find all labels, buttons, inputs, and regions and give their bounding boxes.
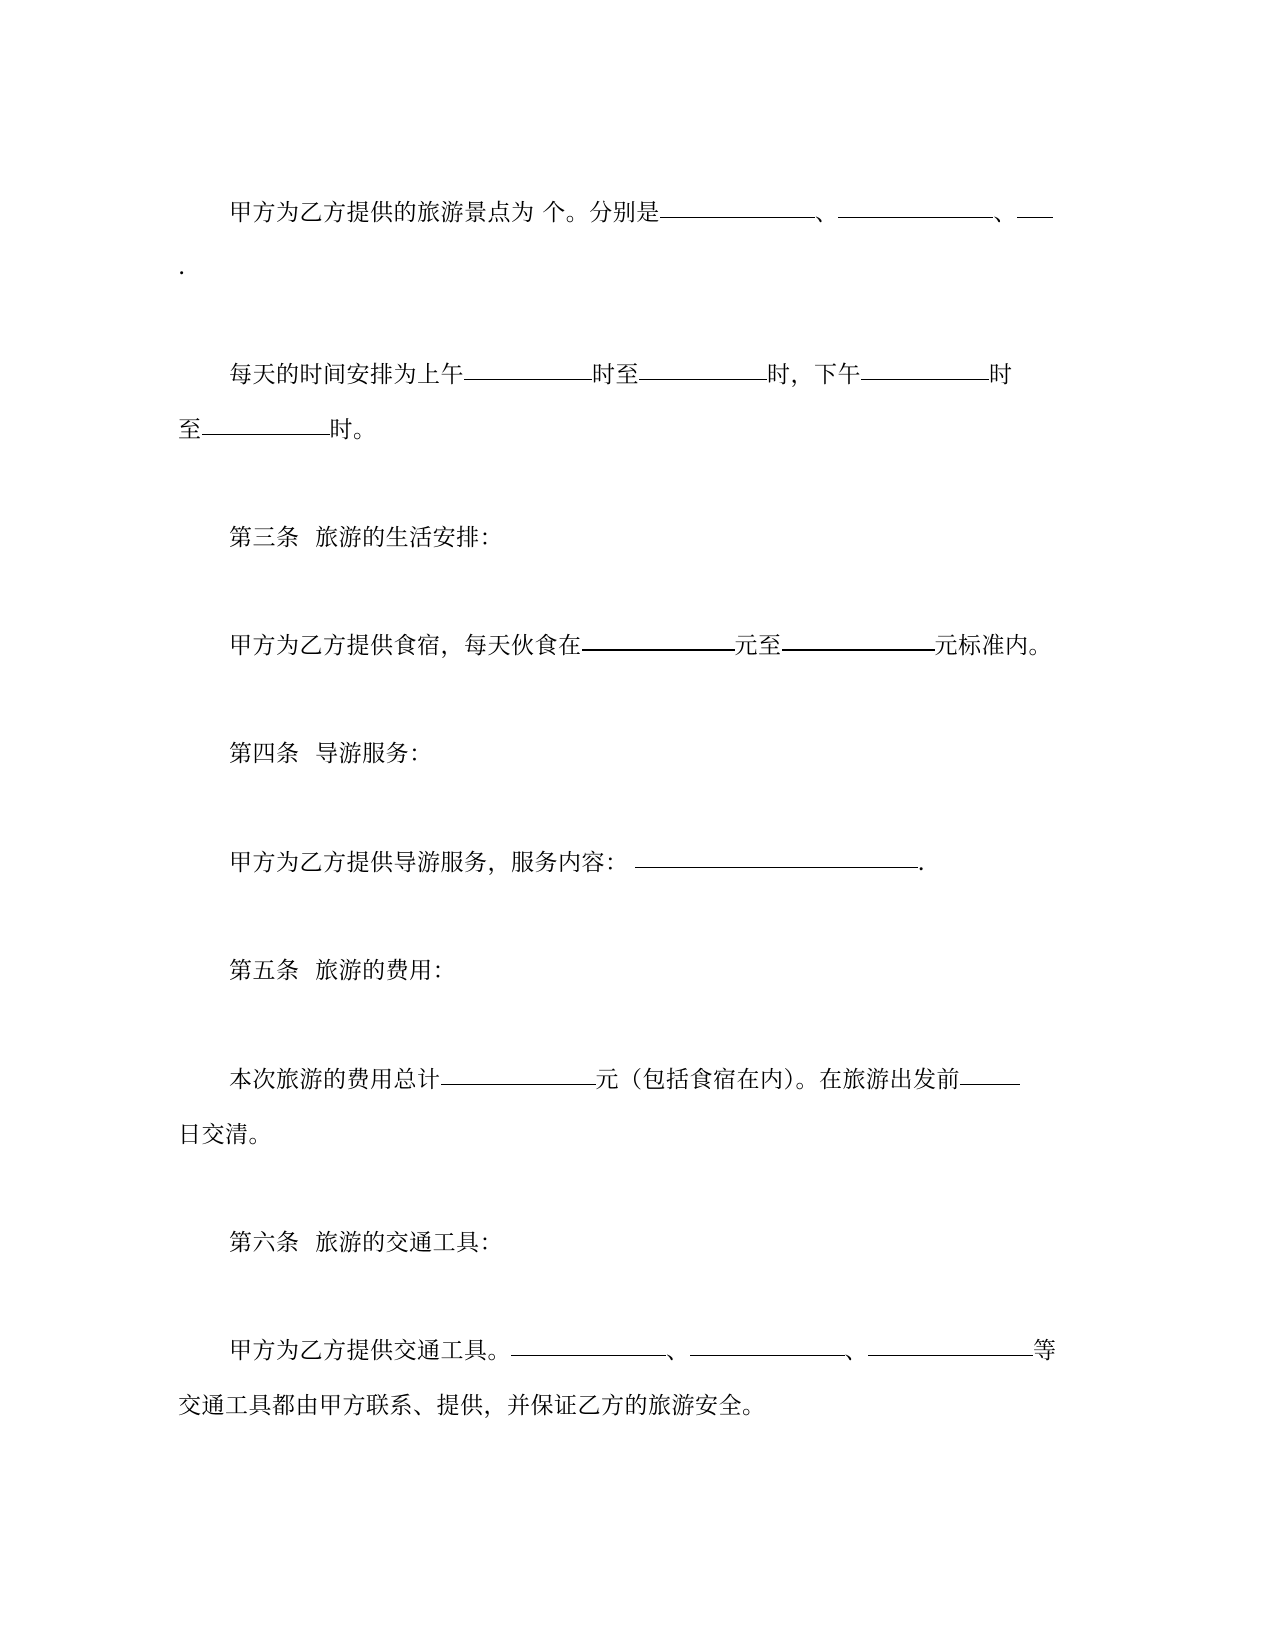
p2-line2 bbox=[178, 415, 377, 445]
p2-blank-3[interactable] bbox=[861, 378, 989, 380]
p1-blank-3[interactable] bbox=[1017, 216, 1053, 218]
article-5-heading bbox=[229, 956, 456, 986]
p5-line1 bbox=[229, 1065, 1020, 1095]
article-4-heading-text: 第四条 导游服务： bbox=[229, 741, 433, 767]
p6-text-b: 等 bbox=[1033, 1338, 1057, 1364]
p2-blank-4[interactable] bbox=[202, 433, 330, 435]
p3-text-c: 元标准内。 bbox=[934, 633, 1052, 659]
article-5-heading-text: 第五条 旅游的费用： bbox=[229, 958, 457, 984]
article-6-heading bbox=[229, 1228, 503, 1258]
p5-blank-1[interactable] bbox=[441, 1083, 596, 1085]
p2-text-d: 时 bbox=[989, 362, 1013, 388]
p1-line2 bbox=[178, 252, 186, 282]
p3-text-a: 甲方为乙方提供食宿，每天伙食在 bbox=[229, 633, 582, 659]
p1-text-a: 甲方为乙方提供的旅游景点为 bbox=[229, 200, 535, 226]
p2-text-f: 时。 bbox=[329, 417, 377, 443]
p6-text-a: 甲方为乙方提供交通工具。 bbox=[229, 1338, 511, 1364]
p5-text-a: 本次旅游的费用总计 bbox=[229, 1067, 441, 1093]
article-3-heading-text: 第三条 旅游的生活安排： bbox=[229, 525, 504, 551]
p1-sep-2: 、 bbox=[993, 200, 1017, 226]
p5-line2 bbox=[178, 1120, 272, 1150]
article-3-heading bbox=[229, 523, 503, 553]
p4-end: . bbox=[917, 850, 926, 876]
p6-text-c: 交通工具都由甲方联系、提供，并保证乙方的旅游安全。 bbox=[178, 1393, 766, 1419]
p1-blank-2[interactable] bbox=[838, 216, 993, 218]
article-6-heading-text: 第六条 旅游的交通工具： bbox=[229, 1230, 504, 1256]
p4-text-a: 甲方为乙方提供导游服务，服务内容： bbox=[229, 850, 629, 876]
p5-text-c: 日交清。 bbox=[178, 1122, 272, 1148]
p4-blank-1[interactable] bbox=[635, 866, 918, 868]
p2-blank-1[interactable] bbox=[464, 378, 592, 380]
p3-blank-1[interactable] bbox=[582, 648, 735, 651]
p2-line1 bbox=[229, 360, 1013, 390]
p3-text-b: 元至 bbox=[734, 633, 782, 659]
p1-text-b: 个。分别是 bbox=[534, 200, 660, 226]
p1-end: . bbox=[178, 254, 186, 280]
p1-line1 bbox=[229, 198, 1053, 228]
p6-blank-2[interactable] bbox=[690, 1354, 845, 1356]
p6-blank-3[interactable] bbox=[868, 1354, 1033, 1356]
p3-blank-2[interactable] bbox=[782, 648, 935, 651]
p1-blank-1[interactable] bbox=[660, 216, 815, 218]
p2-text-e: 至 bbox=[178, 417, 202, 443]
p6-blank-1[interactable] bbox=[511, 1354, 666, 1356]
p5-blank-2[interactable] bbox=[960, 1083, 1020, 1085]
p2-text-a: 每天的时间安排为上午 bbox=[229, 362, 464, 388]
p6-sep-2: 、 bbox=[844, 1338, 868, 1364]
p6-line1 bbox=[229, 1336, 1057, 1366]
p6-sep-1: 、 bbox=[666, 1338, 690, 1364]
p1-sep-1: 、 bbox=[814, 200, 839, 226]
article-4-heading bbox=[229, 739, 433, 769]
p4-line1 bbox=[229, 848, 925, 878]
p5-text-b: 元（包括食宿在内）。在旅游出发前 bbox=[595, 1067, 960, 1093]
p3-line1 bbox=[229, 631, 1052, 661]
p2-text-b: 时至 bbox=[592, 362, 639, 388]
p2-blank-2[interactable] bbox=[639, 378, 767, 380]
p6-line2 bbox=[178, 1391, 766, 1421]
p2-text-c: 时，下午 bbox=[767, 362, 861, 388]
